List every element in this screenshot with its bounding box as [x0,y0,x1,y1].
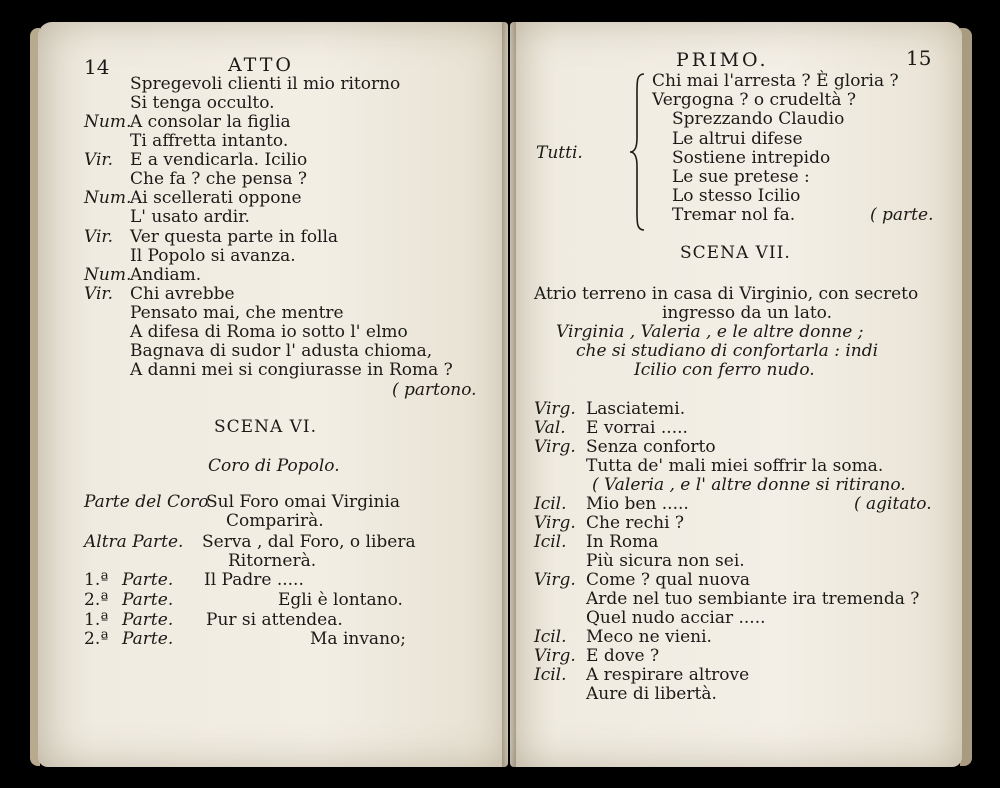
speaker-label: Num. [84,265,132,285]
speaker-label: Virg. [534,437,576,457]
speaker-label: Num. [84,188,132,208]
dialogue-line: Che rechi ? [586,513,685,533]
part-number: 1.ª [84,610,109,630]
verse-line: Si tenga occulto. [130,93,275,113]
part-label: Parte. [122,629,174,649]
verse-line: Che fa ? che pensa ? [130,169,307,189]
verse-line: Andiam. [130,265,202,285]
tutti-line: Chi mai l'arresta ? È gloria ? [652,71,899,91]
choir-speaker: Parte del Coro [84,492,209,512]
verse-line: L' usato ardir. [130,207,250,227]
part-line: Pur si attendea. [206,610,343,630]
scene-setting: ingresso da un lato. [662,303,833,323]
speaker-label: Val. [534,418,566,438]
dialogue-line: Quel nudo acciar ..... [586,608,766,628]
scene-characters: Virginia , Valeria , e le altre donne ; [556,322,864,342]
page-number-right: 15 [906,46,932,70]
speaker-label: Vir. [84,227,114,247]
choir-speaker: Altra Parte. [84,532,184,552]
speaker-label: Icil. [534,627,567,647]
dialogue-line: Arde nel tuo sembiante ira tremenda ? [586,589,920,609]
verse-line: E a vendicarla. Icilio [130,150,308,170]
scene-heading-left: SCENA VI. [214,417,318,437]
scene-heading-right: SCENA VII. [680,243,791,263]
running-head-left: ATTO [228,54,294,76]
scene-characters: Icilio con ferro nudo. [634,360,815,380]
speaker-label: Icil. [534,494,567,514]
tutti-line: Le altrui difese [672,129,803,149]
verse-line: A consolar la figlia [130,112,291,132]
verse-line: Spregevoli clienti il mio ritorno [130,74,401,94]
verse-line: Ver questa parte in folla [130,227,339,247]
speaker-label: Icil. [534,665,567,685]
tutti-line: Sprezzando Claudio [672,109,845,129]
stage-direction: ( parte. [870,205,934,225]
dialogue-line: In Roma [586,532,659,552]
part-label: Parte. [122,590,174,610]
verse-line: Bagnava di sudor l' adusta chioma, [130,341,433,361]
scene-characters: che si studiano di confortarla : indi [576,341,879,361]
part-label: Parte. [122,570,174,590]
speaker-label: Virg. [534,570,576,590]
speaker-label: Virg. [534,646,576,666]
choir-line: Sul Foro omai Virginia [206,492,401,512]
verse-line: A difesa di Roma io sotto l' elmo [130,322,408,342]
tutti-line: Sostiene intrepido [672,148,831,168]
verse-line: Ai scellerati oppone [130,188,302,208]
dialogue-line: A respirare altrove [586,665,750,685]
verse-line: Chi avrebbe [130,284,235,304]
stage-direction: ( Valeria , e l' altre donne si ritirano. [592,475,906,495]
choir-line: Serva , dal Foro, o libera [202,532,416,552]
dialogue-line: Tutta de' mali miei soffrir la soma. [586,456,884,476]
dialogue-line: Più sicura non sei. [586,551,745,571]
dialogue-line: Lasciatemi. [586,399,686,419]
stage-direction: ( partono. [392,380,477,400]
verse-line: Ti affretta intanto. [130,131,289,151]
part-label: Parte. [122,610,174,630]
part-line: Egli è lontano. [278,590,403,610]
running-head-right: PRIMO. [676,49,769,71]
scene-subtitle: Coro di Popolo. [208,456,340,476]
verse-line: A danni mei si congiurasse in Roma ? [130,360,453,380]
tutti-line: Lo stesso Icilio [672,186,801,206]
speaker-label: Virg. [534,399,576,419]
scene-setting: Atrio terreno in casa di Virginio, con secreto [534,284,919,304]
verse-line: Il Popolo si avanza. [130,246,296,266]
part-line: Il Padre ..... [204,570,304,590]
speaker-label: Num. [84,112,132,132]
choir-line: Comparirà. [226,511,324,531]
dialogue-line: E vorrai ..... [586,418,688,438]
book-gutter [502,22,516,767]
part-number: 2.ª [84,590,109,610]
tutti-speaker: Tutti. [536,143,583,163]
choir-line: Ritornerà. [228,551,317,571]
dialogue-line: Mio ben ..... [586,494,689,514]
part-number: 1.ª [84,570,109,590]
speaker-label: Vir. [84,284,114,304]
dialogue-line: Senza conforto [586,437,716,457]
page-number-left: 14 [84,55,110,79]
dialogue-line: E dove ? [586,646,660,666]
dialogue-line: Aure di libertà. [586,684,717,704]
dialogue-line: Come ? qual nuova [586,570,751,590]
speaker-label: Vir. [84,150,114,170]
tutti-line: Le sue pretese : [672,167,810,187]
speaker-label: Icil. [534,532,567,552]
part-number: 2.ª [84,629,109,649]
curly-brace-icon [628,72,646,232]
stage-direction: ( agitato. [854,494,932,514]
tutti-line: Tremar nol fa. [672,205,796,225]
speaker-label: Virg. [534,513,576,533]
part-line: Ma invano; [310,629,406,649]
verse-line: Pensato mai, che mentre [130,303,344,323]
dialogue-line: Meco ne vieni. [586,627,712,647]
tutti-line: Vergogna ? o crudeltà ? [652,90,857,110]
